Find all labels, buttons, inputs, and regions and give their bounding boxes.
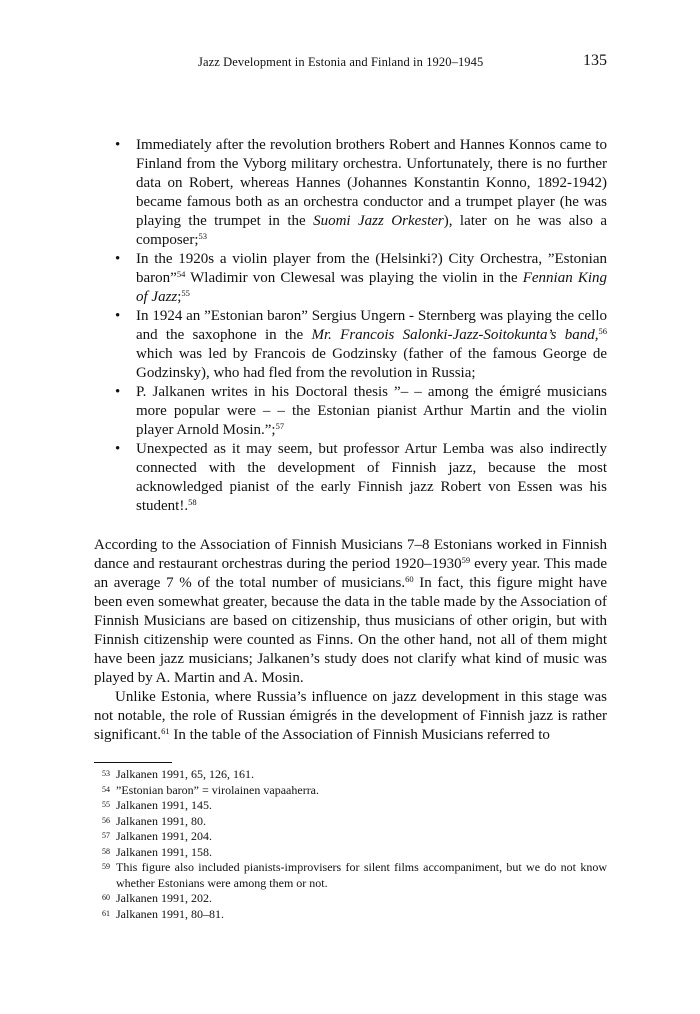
footnote-number: 59 (102, 862, 110, 871)
footnote-number: 55 (102, 800, 110, 809)
italic-title: Suomi Jazz Orkester (313, 213, 444, 229)
bullet-item (94, 383, 607, 440)
italic-title: Fennian King of Jazz (136, 270, 607, 305)
paragraph (94, 536, 607, 688)
footnote (94, 829, 607, 845)
page-number: 135 (583, 52, 607, 69)
footnote (94, 767, 607, 783)
footnote-number: 53 (102, 769, 110, 778)
body-text (94, 536, 607, 745)
text-run: Unlike Estonia, where Russia’s influence on jazz development in this stage was not notable, the role of Russian émigrés in the development of Finnish jazz is rather significant. (94, 689, 607, 743)
footnote-text: Jalkanen 1991, 145. (116, 798, 212, 812)
bullet-text (136, 383, 607, 440)
footnote-number: 56 (102, 815, 110, 825)
footnote-ref: 59 (461, 555, 471, 565)
paragraph (94, 688, 607, 745)
footnote-number: 61 (102, 908, 110, 918)
text-run: In fact, this figure might have been even somewhat greater, because the data in the table made by the Association of Finnish Musicians are based on citizenship, thus musicians of other origin, but with Finnish citizenship were counted as Finns. On the other hand, not all of them might have been jazz musicians; Jalkanen’s study does not clarify what kind of music was played by A. Martin and A. Mosin. (94, 575, 607, 686)
bullet-text (136, 440, 607, 516)
footnote-text: Jalkanen 1991, 204. (116, 829, 212, 843)
footnote (94, 845, 607, 861)
footnote-ref: 55 (181, 288, 190, 298)
bullet-marker: • (115, 384, 121, 400)
text-run: ), later on he was also a composer; (136, 213, 608, 248)
text-run: Immediately after the revolution brothers Robert and Hannes Konnos came to Finland from the Vyborg military orchestra. Unfortunately, there is no further data on Robert, whereas Hannes (Johannes Konstantin Konno, 1892-1942) became famous both as an orchestra conductor and a trumpet player (he was playing the trumpet in the (136, 137, 607, 229)
bullet-marker: • (115, 251, 121, 267)
text-run: Wladimir von Clewesal was playing the violin in the (185, 270, 523, 286)
running-header (94, 52, 607, 75)
bullet-marker: • (115, 137, 121, 153)
footnote (94, 891, 607, 907)
footnote-list (94, 767, 607, 922)
bullet-item (94, 440, 607, 516)
footnote-ref: 58 (188, 497, 197, 507)
bullet-item (94, 307, 607, 383)
footnote-text: Jalkanen 1991, 80. (116, 813, 206, 828)
footnote-ref: 57 (275, 421, 285, 431)
footnote-ref: 54 (176, 269, 186, 279)
footnote-text: This figure also included pianists-improvisers for silent films accompaniment, but we do not know whether Estonians were among them or not. (116, 860, 607, 890)
footnote-text: Jalkanen 1991, 80–81. (116, 906, 224, 921)
footnote-number: 60 (102, 893, 110, 902)
footnote-rule (94, 762, 172, 763)
text-run: which was led by Francois de Godzinsky (father of the famous George de Godzinsky), who had fled from the revolution in Russia; (136, 346, 607, 381)
bullet-text (136, 136, 607, 250)
bullet-list (94, 136, 607, 516)
footnote-ref: 61 (161, 726, 170, 736)
running-title: Jazz Development in Estonia and Finland in 1920–1945 (198, 55, 484, 69)
bullet-marker: • (115, 441, 121, 457)
footnote (94, 860, 607, 891)
text-run: P. Jalkanen writes in his Doctoral thesis ”– – among the émigré musicians more popular were – – the Estonian pianist Arthur Martin and the violin player Arnold Mosin.”; (136, 384, 607, 438)
text-run: In 1924 an ”Estonian baron” Sergius Ungern - Sternberg was playing the cello and the saxophone in the (136, 308, 607, 343)
footnote (94, 798, 607, 814)
footnote-ref: 53 (198, 231, 207, 241)
footnote (94, 783, 607, 799)
footnote-ref: 56 (598, 326, 607, 336)
footnote (94, 907, 607, 923)
bullet-item (94, 136, 607, 250)
footnote-text: Jalkanen 1991, 65, 126, 161. (116, 767, 254, 781)
footnote (94, 814, 607, 830)
footnote-number: 54 (102, 784, 110, 794)
bullet-text (136, 307, 607, 383)
footnote-text: ”Estonian baron” = virolainen vapaaherra. (116, 782, 320, 797)
footnote-number: 58 (102, 846, 110, 856)
footnote-ref: 60 (405, 574, 414, 584)
text-run: In the table of the Association of Finnish Musicians referred to (169, 727, 550, 743)
text-run: ; (177, 289, 182, 305)
bullet-item (94, 250, 607, 307)
bullet-text (136, 250, 607, 307)
italic-title: Mr. Francois Salonki-Jazz-Soitokunta’s band, (311, 327, 599, 343)
footnote-text: Jalkanen 1991, 158. (116, 844, 212, 859)
text-run: Unexpected as it may seem, but professor Artur Lemba was also indirectly connected with the development of Finnish jazz, because the most acknowledged pianist of the early Finnish jazz Robert von Essen was his student!. (136, 441, 607, 514)
bullet-marker: • (115, 308, 121, 324)
text-run: every year. This made an average 7 % of the total number of musicians. (94, 556, 607, 591)
text-run: In the 1920s a violin player from the (Helsinki?) City Orchestra, ”Estonian baron” (136, 251, 607, 286)
footnote-number: 57 (102, 831, 110, 840)
text-run: According to the Association of Finnish Musicians 7–8 Estonians worked in Finnish dance and restaurant orchestras during the period 1920–1930 (94, 537, 607, 572)
footnote-text: Jalkanen 1991, 202. (116, 891, 212, 905)
